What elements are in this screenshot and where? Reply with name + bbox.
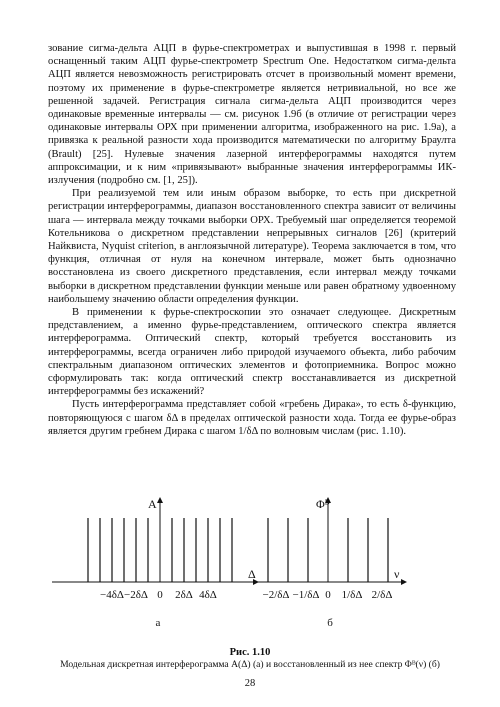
panel-a-tick: 0: [157, 589, 163, 601]
panel-b-tick: −2/δΔ: [262, 589, 290, 601]
panel-a-tick: 4δΔ: [199, 589, 217, 601]
paragraph-2: При реализуемой тем или иным образом выборке, то есть при дискретной регистрации интерферограммы, диапазон восстановленного спектра зависит от величины шага — интервала между точками выборки ОРХ. Требуемый шаг определяется теоремой Котельникова о дискретном представлении непрерывных сигналов [26] (критерий Найквиста, Nyquist criterion, в англоязычной литературе). Теорема заключается в том, что функция, отличная от нуля на конечном интервале, может быть однозначно восстановлена из своего дискретного представления, если интервал между точками выборки в дискретном представлении функции меньше или равен обратному удвоенному наибольшему значению области определения функции.: [48, 188, 456, 305]
panel-b-tick: 1/δΔ: [341, 589, 363, 601]
panel-a-y-label: A: [148, 497, 157, 511]
figure-number: Рис. 1.10: [229, 647, 271, 658]
panel-a-sublabel: а: [155, 617, 161, 629]
figure-1-10: [48, 496, 456, 644]
figure-caption: [40, 646, 460, 671]
panel-b-tick: −1/δΔ: [292, 589, 320, 601]
paragraph-4: Пусть интерферограмма представляет собой «гребень Дирака», то есть δ-функцию, повторяющуюся с шагом δΔ в пределах оптической разности хода. Тогда ее фурье-образ является другим гребнем Дирака с шагом 1/δΔ по волновым числам (рис. 1.10).: [48, 399, 456, 437]
page-number: 28: [244, 678, 256, 689]
panel-a-x-label: Δ: [248, 567, 256, 581]
panel-b-y-label: Φᴮ: [316, 497, 330, 511]
panel-b-tick: 2/δΔ: [371, 589, 393, 601]
panel-a-tick: −4δΔ: [100, 589, 124, 601]
panel-b-sublabel: б: [327, 617, 333, 629]
panel-b: [256, 497, 406, 629]
body-text: [48, 42, 456, 438]
figure-description: Модельная дискретная интерферограмма A(Δ) (а) и восстановленный из нее спектр Φᴮ(ν) (б): [60, 659, 440, 670]
paragraph-3: В применении к фурье-спектроскопии это означает следующее. Дискретным представлением, а именно фурье-представлением, оптического спектра является интерферограмма. Оптический спектр, который требуется восстановить из интерферограммы, всегда ограничен либо природой изучаемого объекта, либо рабочим спектральным диапазоном оптических элементов и фотоприемника. Вопрос можно сформулировать так: когда оптический спектр восстанавливается из дискретной интерферограммы без искажений?: [48, 307, 456, 398]
panel-b-tick: 0: [325, 589, 331, 601]
panel-b-x-label: ν: [394, 567, 400, 581]
panel-a: [52, 497, 258, 629]
panel-a-tick: 2δΔ: [175, 589, 193, 601]
panel-a-tick: −2δΔ: [124, 589, 148, 601]
paragraph-1: зование сигма-дельта АЦП в фурье-спектрометрах и выпустившая в 1998 г. первый оснащенный таким АЦП фурье-спектрометр Spectrum One. Недостатком сигма-дельта АЦП является невозможность регистрировать отсчет в произвольный момент времени, поэтому их применение в фурье-спектрометре является нетривиальной, но все же решенной задачей. Регистрация сигнала сигма-дельта АЦП производится через одинаковые временные интервалы — см. рисунок 1.9б (в отличие от регистрации через одинаковые интервалы ОРХ при применении алгоритма, изображенного на рис. 1.9а), а привязка к реальной разности хода производится математически по алгоритму Браулта (Brault) [25]. Нулевые значения лазерной интерферограммы находятся путем аппроксимации, и к ним «привязывают» выбранные значения интерферограммы ИК-излучения (подробно см. [1, 25]).: [48, 43, 456, 187]
